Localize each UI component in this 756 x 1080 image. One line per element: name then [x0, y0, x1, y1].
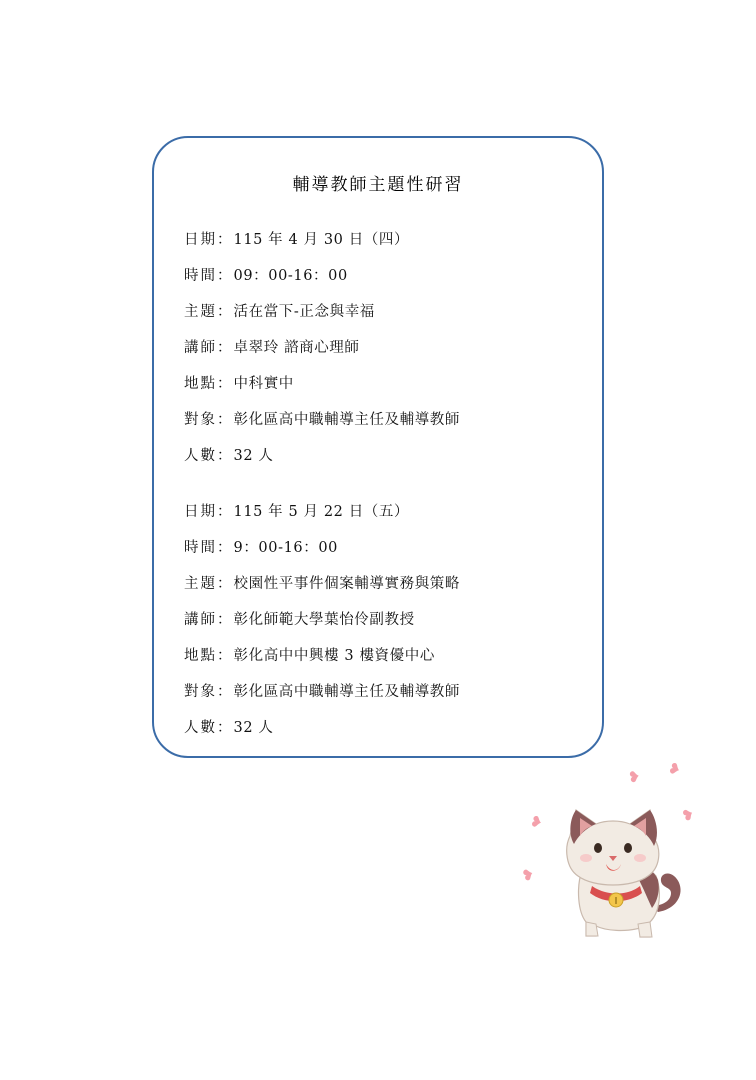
- row-label: 日期：: [184, 232, 234, 248]
- info-row: [184, 222, 584, 258]
- row-label: 時間：: [184, 540, 234, 556]
- row-value: 32 人: [233, 448, 274, 464]
- page-title: 輔導教師主題性研習: [292, 175, 464, 195]
- row-label: 講師：: [184, 340, 234, 356]
- petal-icon: ❥: [519, 864, 538, 886]
- row-value: 活在當下-正念與幸福: [233, 304, 375, 320]
- petal-icon: ❥: [678, 804, 698, 826]
- petal-icon: ❥: [528, 811, 545, 833]
- row-value: 彰化師範大學葉怡伶副教授: [233, 612, 415, 628]
- row-label: 對象：: [184, 412, 234, 428]
- info-row: [184, 366, 584, 402]
- row-label: 講師：: [184, 612, 234, 628]
- row-label: 主題：: [184, 304, 234, 320]
- row-value: 115 年 5 月 22 日（五）: [233, 504, 410, 520]
- info-row: [184, 438, 584, 474]
- info-row: [184, 402, 584, 438]
- row-value: 校園性平事件個案輔導實務與策略: [233, 576, 460, 592]
- info-row: [184, 294, 584, 330]
- content-frame: [152, 136, 604, 758]
- row-value: 32 人: [233, 720, 274, 736]
- info-row: [184, 494, 584, 530]
- petal-icon: ❥: [626, 767, 642, 787]
- row-label: 時間：: [184, 268, 234, 284]
- info-row: [184, 710, 584, 746]
- row-value: 彰化高中中興樓 3 樓資優中心: [233, 648, 435, 664]
- info-row: [184, 638, 584, 674]
- row-value: 9：00-16：00: [233, 540, 338, 556]
- row-value: 彰化區高中職輔導主任及輔導教師: [233, 684, 460, 700]
- row-value: 中科實中: [233, 376, 294, 392]
- row-value: 卓翠玲 諮商心理師: [233, 340, 360, 356]
- cat-icon: [540, 800, 700, 950]
- info-row: [184, 530, 584, 566]
- row-label: 人數：: [184, 720, 234, 736]
- info-row: [184, 674, 584, 710]
- session-block-1: [184, 222, 584, 474]
- row-label: 日期：: [184, 504, 234, 520]
- info-row: [184, 602, 584, 638]
- session-block-2: [184, 494, 584, 746]
- info-row: [184, 566, 584, 602]
- row-label: 人數：: [184, 448, 234, 464]
- row-value: 09：00-16：00: [233, 268, 348, 284]
- info-row: [184, 330, 584, 366]
- row-label: 地點：: [184, 376, 234, 392]
- row-value: 115 年 4 月 30 日（四）: [233, 232, 410, 248]
- info-row: [184, 258, 584, 294]
- row-value: 彰化區高中職輔導主任及輔導教師: [233, 412, 460, 428]
- row-label: 對象：: [184, 684, 234, 700]
- row-label: 主題：: [184, 576, 234, 592]
- cat-illustration: [500, 760, 710, 950]
- row-label: 地點：: [184, 648, 234, 664]
- petal-icon: ❥: [665, 758, 684, 780]
